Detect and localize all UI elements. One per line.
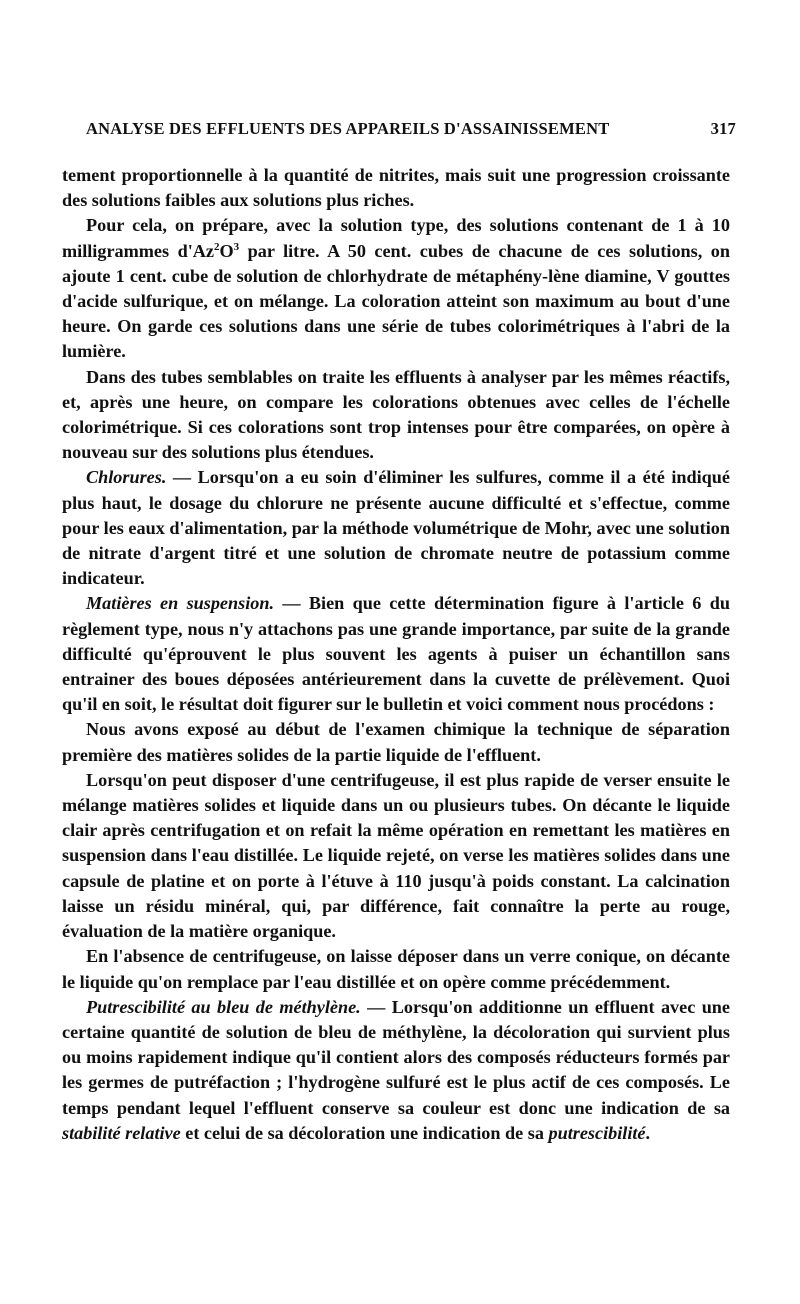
paragraph xyxy=(62,365,730,466)
paragraph-text: Pour cela, on prépare, avec la solution type, des solutions contenant de 1 à 10 milligrammes d'Az xyxy=(62,215,730,261)
superscript: 3 xyxy=(233,240,240,253)
paragraph-text: — Lorsqu'on additionne un effluent avec une certaine quantité de solution de bleu de méthylène, la décoloration qui survient plus ou moins rapidement indique qu'il contient alors des composés réducteurs formés par les germes de putréfaction ; l'hydrogène sulfuré est le plus actif de ces composés. Le temps pendant lequel l'effluent conserve sa couleur est donc une indication de sa xyxy=(62,996,730,1118)
paragraph xyxy=(62,768,730,944)
body-text xyxy=(62,163,730,1146)
paragraph-text: et celui de sa décoloration une indication de sa xyxy=(180,1122,549,1143)
paragraph-text: En l'absence de centrifugeuse, on laisse déposer dans un verre conique, on décante le liquide qu'on remplace par l'eau distillée et on opère comme précédemment. xyxy=(62,946,730,992)
paragraph-text: par litre. A 50 cent. cubes de chacune de ces solutions, on ajoute 1 cent. cube de solution de chlorhydrate de métaphény-lène diamine, V gouttes d'acide sulfurique, et on mélange. La coloration atteint son maximum au bout d'une heure. On garde ces solutions dans une série de tubes colorimétriques à l'abri de la lumière. xyxy=(62,240,730,362)
superscript: 2 xyxy=(213,240,220,253)
paragraph-text: . xyxy=(645,1122,651,1143)
paragraph-text: — Lorsqu'on a eu soin d'éliminer les sulfures, comme il a été indiqué plus haut, le dosage du chlorure ne présente aucune difficulté et s'effectue, comme pour les eaux d'alimentation, par la méthode volumétrique de Mohr, avec une solution de nitrate d'argent titré et une solution de chromate neutre de potassium comme indicateur. xyxy=(62,467,730,589)
section-heading: Putrescibilité au bleu de méthylène. xyxy=(86,996,361,1017)
paragraph-text: Dans des tubes semblables on traite les effluents à analyser par les mêmes réactifs, et, après une heure, on compare les colorations obtenues avec celles de l'échelle colorimétrique. Si ces colorations sont trop intenses pour être comparées, on opère à nouveau sur des solutions plus étendues. xyxy=(62,366,730,463)
emphasis: stabilité relative xyxy=(62,1122,181,1143)
paragraph xyxy=(62,995,730,1146)
paragraph xyxy=(62,944,730,994)
page-number: 317 xyxy=(710,119,736,138)
paragraph xyxy=(62,717,730,767)
paragraph-text: O xyxy=(219,240,234,261)
paragraph-text: tement proportionnelle à la quantité de nitrites, mais suit une progression croissante des solutions faibles aux solutions plus riches. xyxy=(62,165,730,211)
paragraph xyxy=(62,163,730,213)
emphasis: putrescibilité xyxy=(548,1122,646,1143)
paragraph-text: — Bien que cette détermination figure à l'article 6 du règlement type, nous n'y attachons pas une grande importance, par suite de la grande difficulté qu'éprouvent le plus souvent les agents à puiser un échantillon sans entrainer des boues déposées antérieurement dans la cuvette de prélèvement. Quoi qu'il en soit, le résultat doit figurer sur le bulletin et voici comment nous procédons : xyxy=(62,593,730,715)
paragraph-text: Lorsqu'on peut disposer d'une centrifugeuse, il est plus rapide de verser ensuite le mélange matières solides et liquide dans un ou plusieurs tubes. On décante le liquide clair après centrifugation et on refait la même opération en remettant les matières en suspension dans l'eau distillée. Le liquide rejeté, on verse les matières solides dans une capsule de platine et on porte à l'étuve à 110 jusqu'à poids constant. La calcination laisse un résidu minéral, qui, par différence, fait connaître la perte au rouge, évaluation de la matière organique. xyxy=(62,769,730,942)
section-heading: Chlorures. xyxy=(86,467,167,488)
paragraph-text: Nous avons exposé au début de l'examen chimique la technique de séparation première des matières solides de la partie liquide de l'effluent. xyxy=(62,719,730,765)
paragraph xyxy=(62,465,730,591)
running-head xyxy=(86,119,736,139)
running-head-title: ANALYSE DES EFFLUENTS DES APPAREILS D'ASSAINISSEMENT xyxy=(86,119,610,138)
paragraph xyxy=(62,591,730,717)
paragraph xyxy=(62,213,730,364)
section-heading: Matières en suspension. xyxy=(86,593,275,614)
